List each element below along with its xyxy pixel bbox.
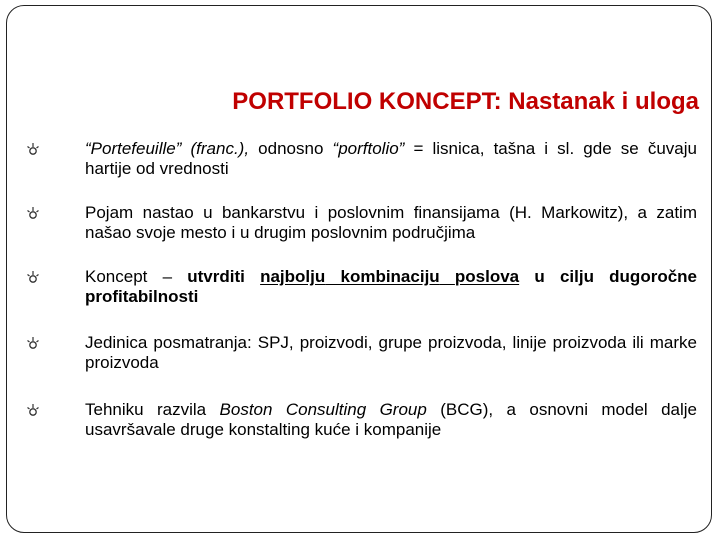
bullet-item bbox=[85, 203, 697, 243]
bullet-item bbox=[85, 267, 697, 307]
bullet-text: Tehniku razvila Boston Consulting Group (BCG), a osnovni model dalje usavršavale druge konstalting kuće i kompanije bbox=[85, 400, 697, 439]
slide-title: PORTFOLIO KONCEPT: Nastanak i uloga bbox=[232, 88, 699, 115]
bullet-item bbox=[85, 400, 697, 440]
ornament-bullet-icon bbox=[25, 139, 41, 159]
ornament-bullet-icon bbox=[25, 203, 41, 223]
bullet-text: Jedinica posmatranja: SPJ, proizvodi, grupe proizvoda, linije proizvoda ili marke proizvoda bbox=[85, 333, 697, 372]
bullet-text: “Portefeuille” (franc.), odnosno “porftolio” = lisnica, tašna i sl. gde se čuvaju hartije od vrednosti bbox=[85, 139, 697, 178]
bullet-text: Pojam nastao u bankarstvu i poslovnim finansijama (H. Markowitz), a zatim našao svoje mesto i u drugim poslovnim područjima bbox=[85, 203, 697, 242]
ornament-bullet-icon bbox=[25, 400, 41, 420]
ornament-bullet-icon bbox=[25, 333, 41, 353]
bullet-text: Koncept – utvrditi najbolju kombinaciju poslova u cilju dugoročne profitabilnosti bbox=[85, 267, 697, 306]
ornament-bullet-icon bbox=[25, 267, 41, 287]
bullet-item bbox=[85, 139, 697, 179]
bullet-item bbox=[85, 333, 697, 373]
bullet-list bbox=[85, 139, 697, 440]
slide-frame bbox=[6, 5, 712, 533]
